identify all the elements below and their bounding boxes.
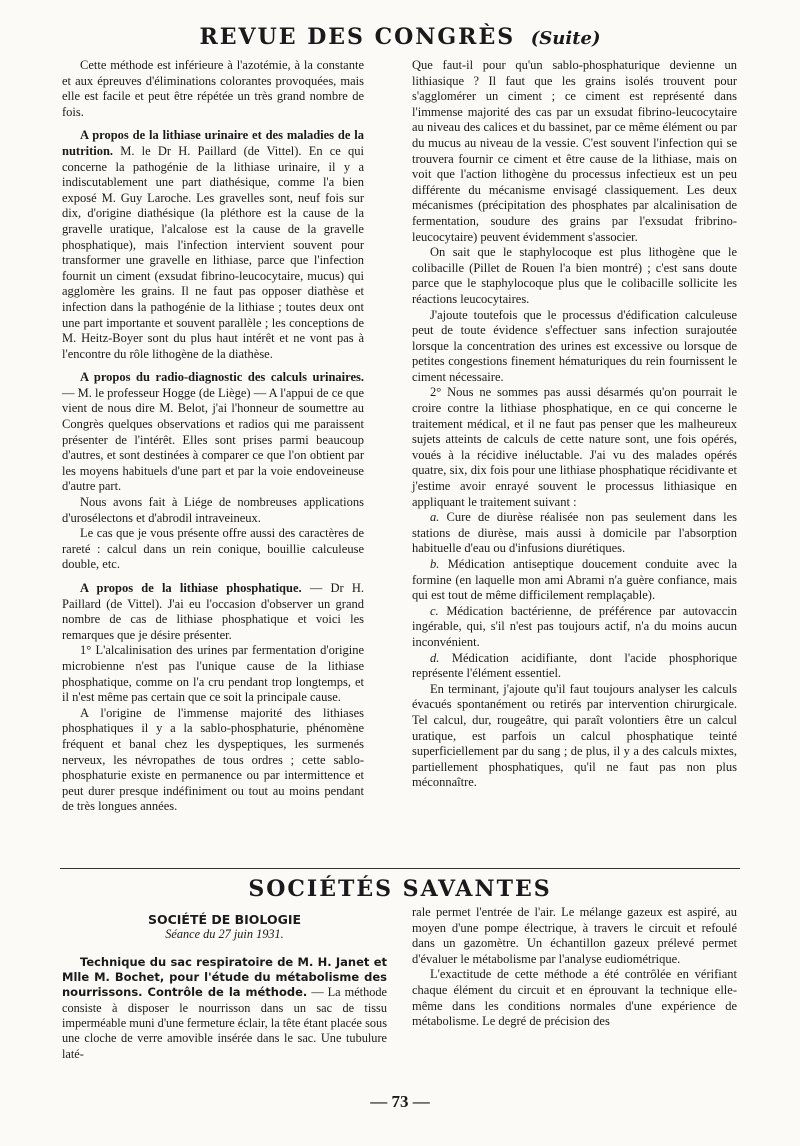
- paragraph: Cette méthode est inférieure à l'azotémie, à la constante et aux épreuves d'éliminations colorantes provoquées, mais elle est facile et peut être répétée un très grand nombre de fois.: [62, 58, 364, 119]
- seance-date: Séance du 27 juin 1931.: [165, 927, 284, 942]
- section-text: J'ai eu l'occasion d'observer un grand nombre de cas de lithiase phosphatique et voici les remarques que je désire présenter.: [62, 596, 364, 642]
- article-title: Technique du sac respiratoire de M. H. Janet et Mlle M. Bochet, pour l'étude du métabolisme des nourrissons. Contrôle de la méthode.: [62, 954, 387, 1000]
- paragraph: 2° Nous ne sommes pas aussi désarmés qu'on pourrait le croire contre la lithiase phosphatique, en ce qui concerne le traitement médical, et il ne faut pas penser que les malheureux sujets atteints de calculs de cette nature sont, une fois opérés, voués à la récidive inéluctable. J'ai vu des malades opérés quatre, six, dix fois pour une lithiase phosphatique récidivante et j'estime avoir enrayé souvent le processus lithiasique en appliquant le traitement suivant :: [412, 385, 737, 509]
- item-text: Cure de diurèse réalisée non pas seulement dans les stations de diurèse, mais aussi à domicile par l'absorption habituelle d'eau ou d'infusions diurétiques.: [412, 510, 737, 556]
- paragraph: On sait que le staphylocoque est plus lithogène que le colibacille (Pillet de Rouen l'a bien montré) ; c'est sans doute parce que le staphylocoque plus que le colibacille sollicite les réactions leucocytaires.: [412, 245, 737, 306]
- section-author: — M. le professeur Hogge (de Liège) —: [62, 385, 267, 400]
- section-author: M. le Dr H. Paillard (de Vittel).: [120, 143, 302, 158]
- section-paragraph: [62, 370, 364, 495]
- section-paragraph: [62, 128, 364, 362]
- paragraph: rale permet l'entrée de l'air. Le mélange gazeux est aspiré, au moyen d'une pompe électrique, à travers le circuit et refoulé dans un gazomètre. Un échantillon gazeux prélevé permet d'évaluer le métabolisme par l'analyse eudiométrique.: [412, 905, 737, 966]
- section-heading: A propos du radio-diagnostic des calculs urinaires.: [80, 370, 364, 385]
- paragraph: L'exactitude de cette méthode a été contrôlée en vérifiant chaque élément du circuit et en éprouvant la technique elle-même dans les conditions normales d'une expérience de métabolisme. Le degré de précision des: [412, 967, 737, 1029]
- paragraph: J'ajoute toutefois que le processus d'édification calculeuse peut de toute évidence s'effectuer sans infection surajoutée lorsque la concentration des urines est excessive ou lorsque de petites congestions finement hématuriques du rein fournissent le ciment nécessaire.: [412, 307, 737, 384]
- header-title: REVUE DES CONGRÈS: [199, 24, 516, 50]
- paragraph: En terminant, j'ajoute qu'il faut toujours analyser les calculs évacués spontanément ou retirés par intervention chirurgicale. Tel calcul, dur, rougeâtre, qui paraît volontiers être un calcul uratique, est parfois un calcul phosphatique teinté superficiellement par du sang ; de plus, il y a des calculs mixtes, partiellement phosphatiques, qu'il ne faut pas non plus méconnaître.: [412, 681, 737, 790]
- section-text: A l'appui de ce que vient de nous dire M. Belot, j'ai l'honneur de soumettre au Congrès quelques observations et radios qui me paraissent présenter de l'intérêt. Elles sont prises parmi beaucoup d'autres, et sont destinées à comparer ce que l'on obtient par les moyens habituels d'une part et par la voie endoveineuse d'autre part.: [62, 385, 364, 494]
- paragraph: A l'origine de l'immense majorité des lithiases phosphatiques il y a la sablo-phosphaturie, phénomène fréquent et banal chez les dyspeptiques, les surmenés nerveux, les névropathes de tous ordres ; cette sablo-phosphaturie existe en permanence ou par intermittence et peut durer presque indéfiniment ou tout au moins pendant de très longues années.: [62, 705, 364, 814]
- paragraph: Le cas que je vous présente offre aussi des caractères de rareté : calcul dans un rein conique, bouillie calculeuse double, etc.: [62, 526, 364, 572]
- section-title: SOCIÉTÉS SAVANTES: [248, 876, 552, 902]
- paragraph: [412, 557, 737, 604]
- item-letter: b.: [430, 557, 440, 571]
- paragraph: 1° L'alcalinisation des urines par fermentation d'origine microbienne n'est pas l'unique cause de la lithiase phosphatique, comme on l'a cru pendant trop longtemps, et il n'est même pas certain que ce soit la principale cause.: [62, 643, 364, 705]
- item-letter: c.: [430, 603, 439, 618]
- page-number: — 73 —: [370, 1092, 430, 1111]
- item-text: Médication acidifiante, dont l'acide phosphorique représente l'élément essentiel.: [412, 650, 737, 681]
- society-name: SOCIÉTÉ DE BIOLOGIE: [147, 912, 302, 927]
- section-heading: A propos de la lithiase urinaire et des maladies de la nutrition.: [62, 128, 364, 158]
- item-text: Médication antiseptique doucement conduite avec la formine (en laquelle mon ami Abrami n'a guère confiance, mais qui est tout de même difficilement remplaçable).: [412, 557, 737, 603]
- header-suite: (Suite): [530, 28, 601, 49]
- section-paragraph: [62, 581, 364, 643]
- running-header: [0, 24, 800, 50]
- paragraph: [412, 510, 737, 557]
- section-author: — Dr H. Paillard (de Vittel).: [62, 581, 365, 611]
- article-text: — La méthode consiste à disposer le nourrisson dans un sac de tissu imperméable muni d'une fermeture éclair, la tête étant placée sous une cloche de verre amovible insérée dans le sac. Une tubulure laté-: [62, 985, 387, 1061]
- paragraph: [412, 651, 737, 682]
- column-top-right: [412, 58, 737, 791]
- section-divider: [60, 868, 740, 869]
- paragraph: Nous avons fait à Liége de nombreuses applications d'urosélectons et d'abrodil intraveineux.: [62, 495, 364, 525]
- item-letter: a.: [430, 510, 440, 525]
- paragraph: [412, 604, 737, 651]
- item-letter: d.: [430, 650, 440, 665]
- section-heading: A propos de la lithiase phosphatique.: [80, 581, 302, 595]
- paragraph: Que faut-il pour qu'un sablo-phosphaturique devienne un lithiasique ? Il faut que les grains isolés trouvent pour s'agglomérer un ciment ; ce ciment est représenté dans l'immense majorité des cas par un exsudat fibrino-leucocytaire au niveau des calices et du bassinet, par ce même élément ou par du mucus au niveau de la vessie. C'est souvent l'infection qui se trouvera fournir ce ciment et être cause de la lithiase, mais on voit que l'action lithogène du processus infectieux est un peu différente du mécanisme envisagé classiquement. Les deux mécanismes (précipitation des phosphates par alcalinisation de fermentation, soudure des grains par l'exsudat fribrino-leucocytaire) peuvent évidemment s'associer.: [412, 58, 737, 244]
- article-paragraph: [62, 955, 387, 1062]
- column-bottom-left: [62, 912, 387, 1062]
- item-text: Médication bactérienne, de préférence par autovaccin ingérable, qui, s'il n'est pas toujours actif, n'a du moins aucun inconvénient.: [412, 603, 737, 649]
- column-bottom-right: [412, 905, 737, 1030]
- column-top-left: [62, 58, 364, 815]
- section-text: En ce qui concerne la pathogénie de la lithiase urinaire, il y a indiscutablement une part diathésique, comme l'a bien exposé M. Guy Laroche. Les gravelles sont, neuf fois sur dix, d'origine diathésique (la pléthore est la cause de la gravelle uratique, l'alcalose est la cause de la gravelle phosphatique), mais l'infection intervient souvent pour transformer une gravelle en lithiase, parce que l'infection fournit un ciment (exsudat fibrino-leucocytaire, mucus) qui agglomère les grains. Il ne faut pas opposer diathèse et infection dans la pathogénie de la lithiase ; toutes deux ont une part importante et souvent parallèle ; les conceptions de M. Heitz-Boyer sont du plus haut intérêt et ne vont pas à l'encontre du rôle lithogène de la diathèse.: [62, 143, 365, 361]
